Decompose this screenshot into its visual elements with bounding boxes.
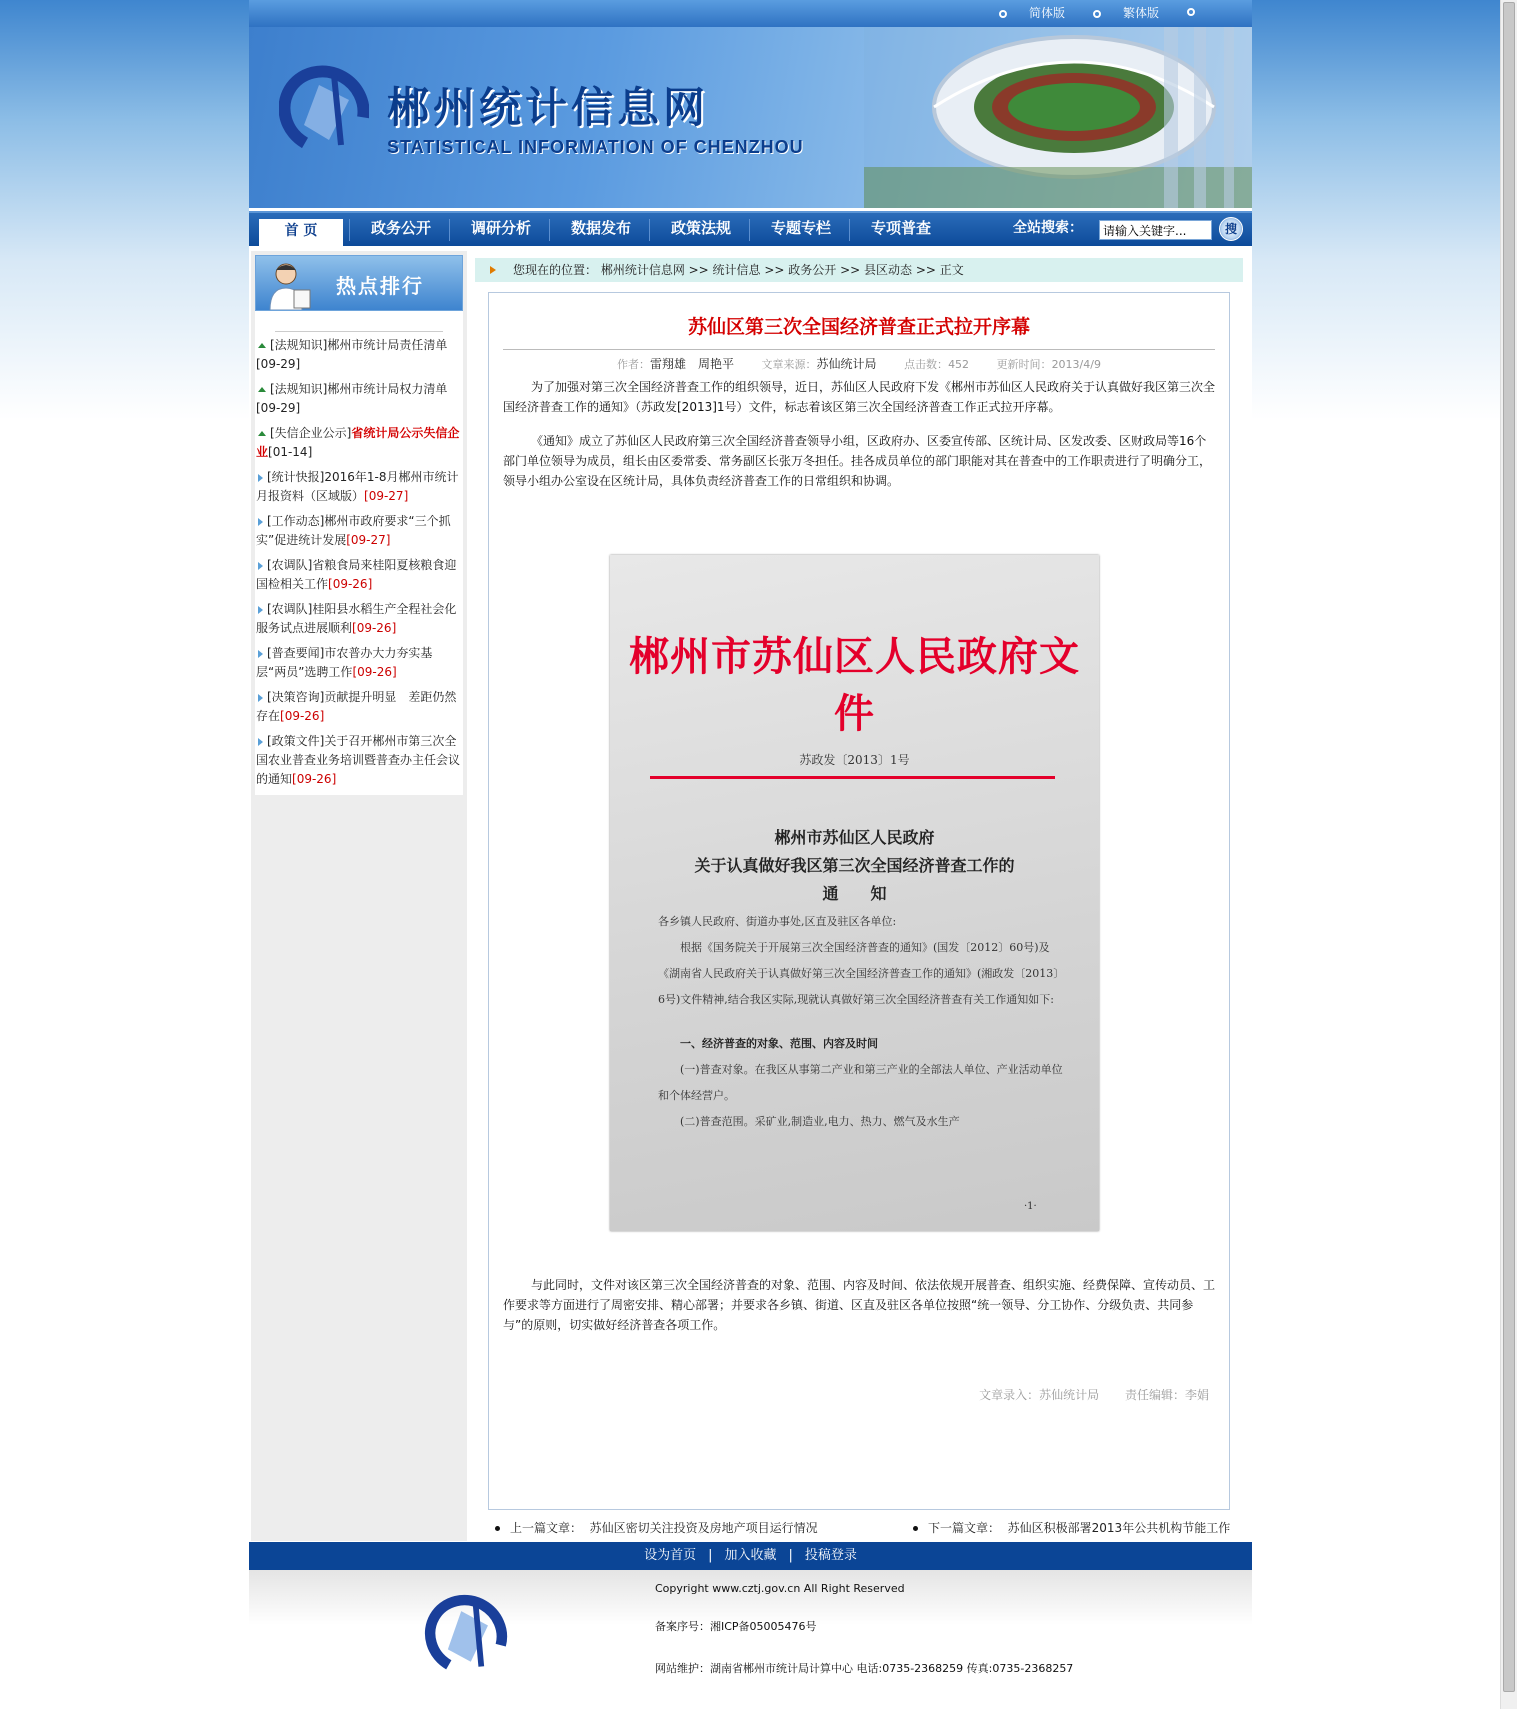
doc-title-1: 郴州市苏仙区人民政府 xyxy=(774,828,935,847)
arrow-up-icon xyxy=(258,431,266,436)
doc-sub-2: (二)普查范围。采矿业,制造业,电力、热力、燃气及水生产 xyxy=(680,1115,960,1128)
nav-policy[interactable]: 政策法规 xyxy=(670,219,731,237)
item-date: [09-27] xyxy=(346,533,391,547)
nav-special-topics[interactable]: 专题专栏 xyxy=(770,219,831,237)
nav-separator xyxy=(349,219,350,241)
footer xyxy=(249,1570,1252,1692)
site-subtitle: STATISTICAL INFORMATION OF CHENZHOU xyxy=(387,137,804,157)
list-item[interactable] xyxy=(255,336,463,374)
doc-red-rule xyxy=(650,776,1055,779)
list-item[interactable] xyxy=(255,556,463,594)
item-text[interactable]: [法规知识]郴州市统计局责任清单 xyxy=(270,338,448,352)
editor-label: 责任编辑： xyxy=(1124,1388,1185,1402)
arrow-right-icon xyxy=(490,266,496,274)
article-footer xyxy=(957,1386,1209,1403)
item-date: [09-26] xyxy=(352,621,397,635)
hot-ranking-title: 热点排行 xyxy=(336,274,424,298)
nav-home[interactable]: 首 页 xyxy=(259,219,343,246)
item-text[interactable]: [失信企业公示] xyxy=(270,426,352,440)
doc-body: 根据《国务院关于开展第三次全国经济普查的通知》(国发〔2012〕60号)及《湖南省人民政府关于认真做好第三次全国经济普查工作的通知》(湘政发〔2013〕6号)文件精神,结合我区实际,现就认真做好第三次全国经济普查有关工作通知如下: xyxy=(658,941,1065,1006)
doc-salutation: 各乡镇人民政府、街道办事处,区直及驻区各单位: xyxy=(658,915,897,928)
item-text[interactable]: [工作动态]郴州市政府要求“三个抓实”促进统计发展 xyxy=(256,514,451,547)
nav-data-release[interactable]: 数据发布 xyxy=(570,219,631,237)
arrow-right-icon xyxy=(258,650,263,658)
item-date: [09-26] xyxy=(280,709,325,723)
arrow-right-icon xyxy=(258,738,263,746)
divider xyxy=(503,349,1215,350)
arrow-right-icon xyxy=(258,606,263,614)
add-favorite-link[interactable]: 加入收藏 xyxy=(724,1548,777,1563)
set-homepage-link[interactable]: 设为首页 xyxy=(644,1548,697,1563)
breadcrumb-text[interactable]: 您现在的位置： 郴州统计信息网 >> 统计信息 >> 政务公开 >> 县区动态 >> 正文 xyxy=(513,263,964,277)
article-title: 苏仙区第三次全国经济普查正式拉开序幕 xyxy=(687,316,1030,338)
next-label: 下一篇文章： xyxy=(928,1521,1001,1535)
item-text[interactable]: [普查要闻]市农普办大力夯实基层“两员”选聘工作 xyxy=(256,646,433,679)
prev-article[interactable] xyxy=(495,1519,818,1536)
hot-ranking-header xyxy=(255,255,463,311)
next-link[interactable]: 苏仙区积极部署2013年公共机构节能工作 xyxy=(1007,1521,1231,1535)
doc-header: 郴州市苏仙区人民政府文件 xyxy=(629,633,1080,737)
list-item[interactable] xyxy=(255,644,463,682)
item-text[interactable]: [政策文件]关于召开郴州市第三次全国农业普查业务培训暨普查办主任会议的通知 xyxy=(256,734,461,786)
source-label: 文章来源： xyxy=(761,358,817,371)
bullet-icon xyxy=(495,1526,500,1531)
arrow-right-icon xyxy=(258,474,263,482)
page-container xyxy=(249,0,1252,1692)
main-nav xyxy=(249,211,1252,246)
item-text[interactable]: [统计快报]2016年1-8月郴州市统计月报资料（区域版） xyxy=(256,470,459,503)
updated-value: 2013/4/9 xyxy=(1051,358,1101,371)
circle-icon xyxy=(999,10,1007,18)
author-label: 作者： xyxy=(617,358,651,371)
item-text[interactable]: [农调队]桂阳县水稻生产全程社会化服务试点进展顺利 xyxy=(256,602,457,635)
arrow-right-icon xyxy=(258,518,263,526)
list-item[interactable] xyxy=(255,424,463,462)
item-text[interactable]: [决策咨询]贡献提升明显 差距仍然存在 xyxy=(256,690,457,723)
maintenance-text: 网站维护：湖南省郴州市统计局计算中心 电话:0735-2368259 传真:0735-2368257 xyxy=(655,1662,1074,1675)
nav-separator xyxy=(849,219,850,241)
icp-text: 备案序号：湘ICP备05005476号 xyxy=(655,1620,817,1633)
item-date: [01-14] xyxy=(268,445,313,459)
nav-separator xyxy=(549,219,550,241)
hot-ranking-list xyxy=(255,311,463,795)
page-scrollbar[interactable] xyxy=(1500,0,1517,1709)
copyright-text: Copyright www.cztj.gov.cn All Right Reserved xyxy=(655,1582,905,1595)
lang-simplified[interactable] xyxy=(999,4,1065,21)
clicks-label: 点击数： xyxy=(904,358,949,371)
article-paragraph: 《通知》成立了苏仙区人民政府第三次全国经济普查领导小组，区政府办、区委宣传部、区统计局、区发改委、区财政局等16个部门单位领导为成员，组长由区委常委、常务副区长张万冬担任。挂各成员单位的部门职能对其在普查中的工作职责进行了明确分工，领导小组办公室设在区统计局，具体负责经济普查工作的日常组织和协调。 xyxy=(503,434,1212,488)
traditional-link[interactable]: 繁体版 xyxy=(1123,6,1160,20)
article-paragraph: 与此同时，文件对该区第三次全国经济普查的对象、范围、内容及时间、依法依规开展普查、组织实施、经费保障、宣传动员、工作要求等方面进行了周密安排、精心部署；并要求各乡镇、街道、区直及驻区各单位按照“统一领导、分工协作、分级负责、共同参与”的原则，切实做好经济普查各项工作。 xyxy=(503,1278,1216,1332)
submit-login-link[interactable]: 投稿登录 xyxy=(804,1548,857,1563)
updated-label: 更新时间： xyxy=(996,358,1052,371)
search-input[interactable] xyxy=(1099,220,1212,240)
clicks-value: 452 xyxy=(948,358,970,371)
arrow-up-icon xyxy=(258,343,266,348)
item-highlight[interactable]: 省统计局公示失信企业 xyxy=(256,426,460,459)
author-value: 雷翔雄 周艳平 xyxy=(650,357,735,371)
breadcrumb xyxy=(475,258,1243,282)
doc-page-number: ·1· xyxy=(1024,1201,1037,1212)
nav-research[interactable]: 调研分析 xyxy=(470,219,531,237)
document-photo xyxy=(610,555,1099,1231)
arrow-right-icon xyxy=(258,694,263,702)
doc-number: 苏政发〔2013〕1号 xyxy=(799,753,910,767)
entry-label: 文章录入： xyxy=(979,1388,1040,1402)
nav-separator xyxy=(649,219,650,241)
person-icon xyxy=(264,260,314,310)
item-text[interactable]: [法规知识]郴州市统计局权力清单 xyxy=(270,382,448,396)
nav-government-affairs[interactable]: 政务公开 xyxy=(370,219,431,237)
circle-icon xyxy=(1187,8,1195,16)
scrollbar-thumb[interactable] xyxy=(1503,2,1515,1692)
article-meta xyxy=(489,355,1229,372)
divider xyxy=(275,331,443,332)
item-date: [09-29] xyxy=(256,401,301,415)
search-label: 全站搜索： xyxy=(1013,220,1083,236)
next-article[interactable] xyxy=(913,1519,1230,1536)
editor-value: 李娟 xyxy=(1184,1388,1209,1402)
article-paragraph: 为了加强对第三次全国经济普查工作的组织领导，近日，苏仙区人民政府下发《郴州市苏仙区人民政府关于认真做好我区第三次全国经济普查工作的通知》（苏政发[2013]1号）文件，标志着该区第三次全国经济普查工作正式拉开序幕。 xyxy=(503,380,1216,414)
nav-census[interactable]: 专项普查 xyxy=(870,219,931,237)
simplified-link[interactable]: 简体版 xyxy=(1029,6,1066,20)
item-date: [09-26] xyxy=(328,577,373,591)
footer-links: 设为首页 | 加入收藏 | 投稿登录 xyxy=(249,1542,1252,1570)
site-logo-icon xyxy=(279,65,369,155)
source-value: 苏仙统计局 xyxy=(816,357,877,371)
item-date: [09-26] xyxy=(292,772,337,786)
top-bar xyxy=(249,0,1252,27)
entry-value: 苏仙统计局 xyxy=(1039,1388,1100,1402)
site-banner xyxy=(249,27,1252,211)
item-date: [09-29] xyxy=(256,357,301,371)
item-text[interactable]: [农调队]省粮食局来桂阳夏核粮食迎国检相关工作 xyxy=(256,558,457,591)
nav-separator xyxy=(749,219,750,241)
nav-separator xyxy=(449,219,450,241)
site-title: 郴州统计信息网 xyxy=(387,83,710,132)
lang-traditional[interactable] xyxy=(1093,4,1159,21)
footer-logo-icon xyxy=(423,1592,509,1678)
list-item[interactable] xyxy=(255,512,463,550)
arrow-right-icon xyxy=(258,562,263,570)
list-item[interactable] xyxy=(255,468,463,506)
arrow-up-icon xyxy=(258,387,266,392)
bullet-icon xyxy=(913,1526,918,1531)
list-item[interactable] xyxy=(255,380,463,418)
stadium-image xyxy=(864,27,1252,211)
list-item[interactable] xyxy=(255,600,463,638)
doc-title-3: 通 知 xyxy=(822,884,887,903)
item-date: [09-26] xyxy=(352,665,397,679)
list-item[interactable] xyxy=(255,688,463,726)
left-sidebar xyxy=(251,251,467,1541)
prev-link[interactable]: 苏仙区密切关注投资及房地产项目运行情况 xyxy=(589,1521,818,1535)
lang-extra xyxy=(1187,4,1217,18)
doc-sub-1: (一)普查对象。在我区从事第二产业和第三产业的全部法人单位、产业活动单位和个体经营户。 xyxy=(658,1063,1063,1102)
list-item[interactable] xyxy=(255,732,463,789)
prev-label: 上一篇文章： xyxy=(510,1521,583,1535)
circle-icon xyxy=(1093,10,1101,18)
article-panel xyxy=(488,292,1230,1510)
doc-title-2: 关于认真做好我区第三次全国经济普查工作的 xyxy=(694,856,1015,875)
search-button[interactable]: 搜 xyxy=(1219,217,1243,241)
item-date: [09-27] xyxy=(364,489,409,503)
doc-section: 一、经济普查的对象、范围、内容及时间 xyxy=(680,1037,878,1050)
